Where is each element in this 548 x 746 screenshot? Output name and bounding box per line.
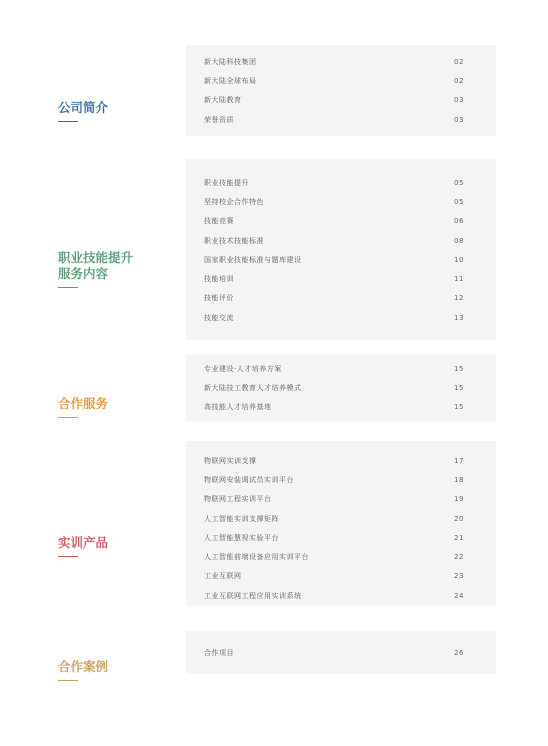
section-02-toc	[186, 159, 496, 340]
section-02-heading	[58, 218, 133, 288]
section-04-heading	[58, 503, 108, 557]
toc-entry-label: 新大陆教育	[204, 96, 242, 105]
section-title: 合作案例	[58, 659, 109, 674]
section-01-toc	[186, 45, 496, 136]
toc-entry[interactable]	[204, 451, 478, 470]
toc-entry[interactable]	[204, 289, 478, 308]
section-01-heading	[58, 68, 108, 122]
toc-entry[interactable]	[204, 359, 478, 378]
toc-entry[interactable]	[204, 470, 478, 489]
toc-entry[interactable]	[204, 212, 478, 231]
section-number: 02	[58, 216, 96, 249]
toc-entry-page: 17	[454, 456, 464, 465]
toc-entry-label: 技能竞赛	[204, 217, 234, 226]
toc-entry-page: 02	[454, 57, 464, 66]
toc-entry[interactable]	[204, 110, 478, 129]
section-title: 职业技能提升	[58, 250, 134, 265]
toc-entry-label: 工业互联网	[204, 572, 242, 581]
toc-entry-label: 物联网安装调试员实训平台	[204, 475, 294, 484]
toc-entry-page: 23	[454, 572, 464, 581]
toc-entry-label: 物联网工程实训平台	[204, 495, 272, 504]
title-underline	[58, 121, 78, 122]
toc-entry-page: 18	[454, 475, 464, 484]
toc-entry[interactable]	[204, 567, 478, 586]
toc-entry-page: 15	[454, 403, 464, 412]
section-number: 01	[58, 66, 96, 99]
toc-entry-page: 03	[454, 115, 464, 124]
toc-entry-page: 06	[454, 217, 464, 226]
toc-entry-page: 02	[454, 76, 464, 85]
section-title: 实训产品	[58, 535, 109, 550]
toc-entry-page: 11	[454, 275, 464, 284]
toc-entry-page: 12	[454, 294, 464, 303]
toc-entry-page: 05	[454, 178, 464, 187]
toc-entry-page: 19	[454, 495, 464, 504]
section-number: 03	[58, 362, 96, 395]
toc-entry-page: 22	[454, 553, 464, 562]
toc-entry-label: 人工智能慧视实验平台	[204, 533, 279, 542]
toc-entry-label: 人工智能前端设备应用实训平台	[204, 553, 309, 562]
toc-entry[interactable]	[204, 643, 478, 662]
toc-entry-label: 工业互联网工程应用实训系统	[204, 591, 302, 600]
toc-entry-label: 技能交流	[204, 313, 234, 322]
section-05-heading	[58, 627, 108, 681]
toc-entry-label: 技能评价	[204, 294, 234, 303]
toc-entry-page: 15	[454, 383, 464, 392]
title-underline	[58, 556, 78, 557]
toc-entry-page: 20	[454, 514, 464, 523]
section-title-line2: 服务内容	[58, 266, 109, 281]
title-underline	[58, 680, 78, 681]
toc-entry-label: 物联网实训支撑	[204, 456, 257, 465]
toc-entry-page: 24	[454, 591, 464, 600]
toc-entry-label: 人工智能实训支撑矩阵	[204, 514, 279, 523]
title-underline	[58, 287, 78, 288]
toc-entry[interactable]	[204, 490, 478, 509]
toc-entry-label: 坚持校企合作特色	[204, 197, 264, 206]
toc-entry[interactable]	[204, 192, 478, 211]
section-number: 04	[58, 501, 96, 534]
toc-entry-page: 03	[454, 96, 464, 105]
section-04-toc	[186, 441, 496, 606]
toc-entry-label: 合作项目	[204, 648, 234, 657]
toc-entry-page: 13	[454, 313, 464, 322]
toc-entry[interactable]	[204, 398, 478, 417]
toc-entry-label: 技能培训	[204, 275, 234, 284]
toc-entry-label: 新大陆技工教育人才培养模式	[204, 383, 302, 392]
toc-entry-page: 10	[454, 255, 464, 264]
toc-entry-label: 高技能人才培养基地	[204, 403, 272, 412]
section-title: 公司简介	[58, 100, 109, 115]
section-05-toc	[186, 631, 496, 674]
toc-entry[interactable]	[204, 509, 478, 528]
section-03-heading	[58, 364, 108, 418]
toc-entry[interactable]	[204, 308, 478, 327]
toc-entry[interactable]	[204, 52, 478, 71]
toc-entry[interactable]	[204, 91, 478, 110]
toc-entry[interactable]	[204, 71, 478, 90]
toc-entry[interactable]	[204, 547, 478, 566]
toc-entry-label: 新大陆全球布局	[204, 76, 257, 85]
section-number: 05	[58, 625, 96, 658]
toc-entry-label: 新大陆科技集团	[204, 57, 257, 66]
toc-entry-page: 15	[454, 364, 464, 373]
section-title: 合作服务	[58, 396, 109, 411]
toc-entry-page: 05	[454, 197, 464, 206]
toc-entry[interactable]	[204, 250, 478, 269]
toc-entry-page: 08	[454, 236, 464, 245]
toc-entry[interactable]	[204, 269, 478, 288]
toc-entry[interactable]	[204, 586, 478, 605]
toc-entry-page: 21	[454, 533, 464, 542]
toc-entry-label: 专业建设·人才培养方案	[204, 364, 282, 373]
toc-entry[interactable]	[204, 231, 478, 250]
section-03-toc	[186, 355, 496, 421]
toc-entry-label: 职业技术技能标准	[204, 236, 264, 245]
toc-entry[interactable]	[204, 378, 478, 397]
toc-entry[interactable]	[204, 173, 478, 192]
toc-entry-label: 国家职业技能标准与题库建设	[204, 255, 302, 264]
toc-entry-label: 职业技能提升	[204, 178, 249, 187]
toc-entry[interactable]	[204, 528, 478, 547]
toc-entry-page: 26	[454, 648, 464, 657]
toc-entry-label: 荣誉资质	[204, 115, 234, 124]
title-underline	[58, 417, 78, 418]
